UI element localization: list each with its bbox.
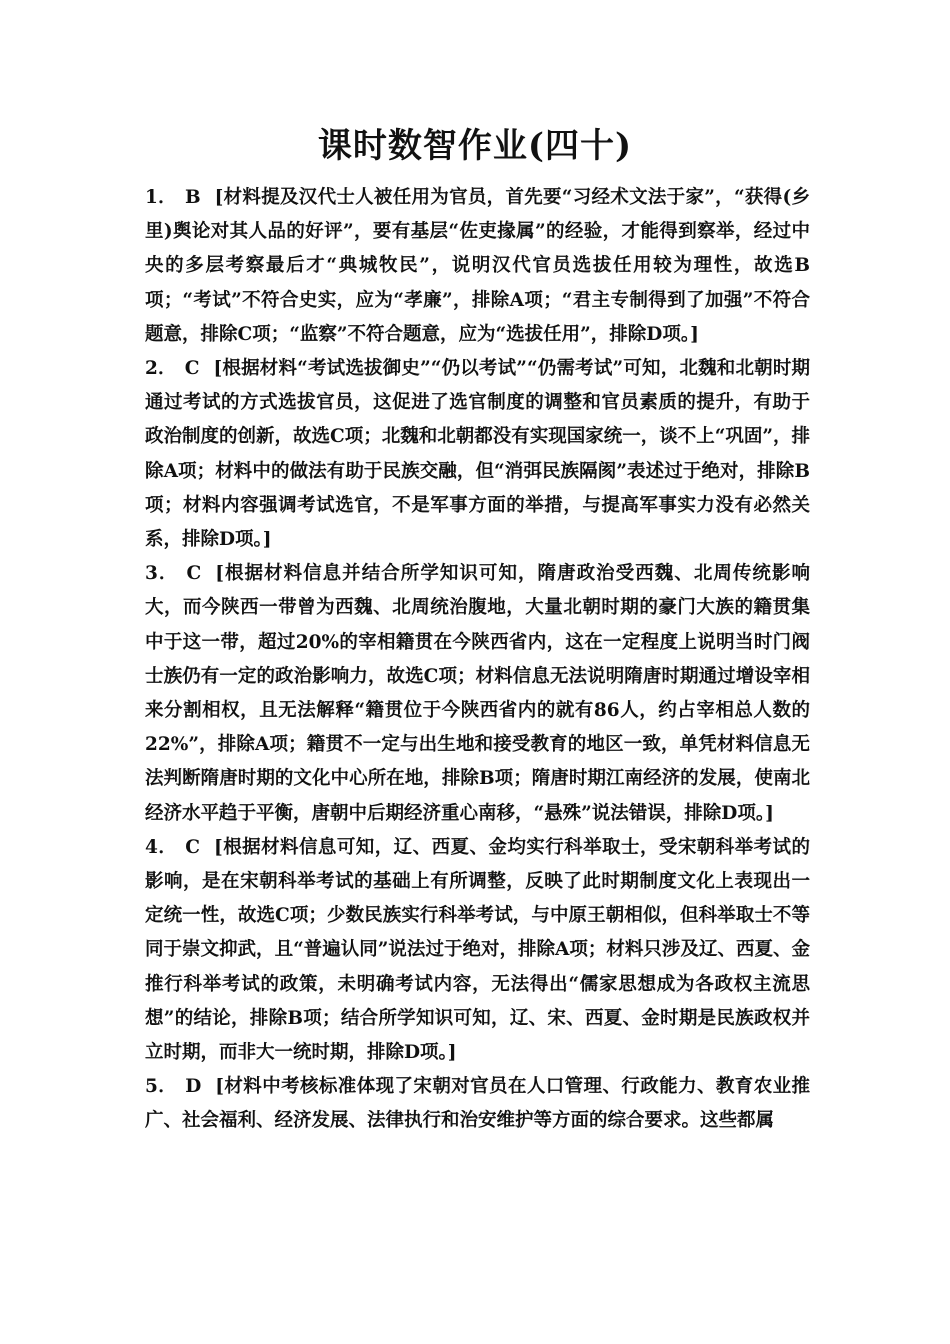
answer-number: 1． [145, 187, 177, 208]
answer-option: B [184, 187, 201, 208]
answer-option: C [186, 563, 202, 585]
answer-number: 4． [145, 836, 178, 858]
answer-item [145, 352, 810, 557]
answer-item [145, 831, 810, 1070]
answer-explanation: [根据材料信息可知，辽、西夏、金均实行科举取士，受宋朝科举考试的影响，是在宋朝科举考试的基础上有所调整，反映了此时期制度文化上表现出一定统一性，故选C项；少数民族实行科举考试，与中原王朝相似，但科举取士不等同于崇文抑武，且“普遍认同”说法过于绝对，排除A项；材料只涉及辽、西夏、金推行科举考试的政策，未明确考试内容，无法得出“儒家思想成为各政权主流思想”的结论，排除B项；结合所学知识可知，辽、宋、西夏、金时期是民族政权并立时期，而非大一统时期，排除D项。] [145, 836, 810, 1064]
answer-explanation: [材料提及汉代士人被任用为官员，首先要“习经术文法于家”，“获得(乡里)舆论对其人品的好评”，要有基层“佐吏掾属”的经验，才能得到察举，经过中央的多层考察最后才“典城牧民”，说明汉代官员选拔任用较为理性，故选B项；“考试”不符合史实，应为“孝廉”，排除A项；“君主专制得到了加强”不符合题意，排除C项；“监察”不符合题意，应为“选拔任用”，排除D项。] [145, 187, 810, 345]
answer-number: 3． [145, 563, 179, 585]
answer-item [145, 181, 810, 352]
answer-item [145, 557, 810, 831]
answer-number: 2． [145, 358, 177, 380]
answer-item [145, 1070, 810, 1138]
answer-option: C [185, 836, 200, 858]
answer-explanation: [材料中考核标准体现了宋朝对官员在人口管理、行政能力、教育农业推广、社会福利、经济发展、法律执行和治安维护等方面的综合要求。这些都属 [145, 1076, 810, 1132]
page-title: 课时数智作业(四十) [317, 126, 633, 166]
answer-list [145, 181, 810, 1139]
answer-option: D [185, 1076, 202, 1098]
answer-option: C [184, 358, 200, 380]
answer-explanation: [根据材料信息并结合所学知识可知，隋唐政治受西魏、北周传统影响大，而今陕西一带曾为西魏、北周统治腹地，大量北朝时期的豪门大族的籍贯集中于这一带，超过20%的宰相籍贯在今陕西省内，这在一定程度上说明当时门阀士族仍有一定的政治影响力，故选C项；材料信息无法说明隋唐时期通过增设宰相来分割相权，且无法解释“籍贯位于今陕西省内的就有86人，约占宰相总人数的22%”，排除A项；籍贯不一定与出生地和接受教育的地区一致，单凭材料信息无法判断隋唐时期的文化中心所在地，排除B项；隋唐时期江南经济的发展，使南北经济水平趋于平衡，唐朝中后期经济重心南移，“悬殊”说法错误，排除D项。] [145, 563, 810, 824]
answer-number: 5． [145, 1076, 178, 1098]
answer-explanation: [根据材料“考试选拔御史”“仍以考试”“仍需考试”可知，北魏和北朝时期通过考试的方式选拔官员，这促进了选官制度的调整和官员素质的提升，有助于政治制度的创新，故选C项；北魏和北朝都没有实现国家统一，谈不上“巩固”，排除A项；材料中的做法有助于民族交融，但“消弭民族隔阂”表述过于绝对，排除B项；材料内容强调考试选官，不是军事方面的举措，与提高军事实力没有必然关系，排除D项。] [145, 358, 811, 551]
